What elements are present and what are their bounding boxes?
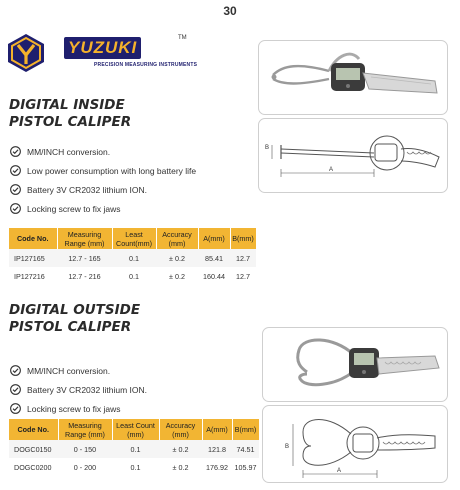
brand-logo <box>6 33 198 78</box>
dimension-label-b: B <box>265 145 270 151</box>
feature-item <box>10 199 196 218</box>
feature-item <box>10 161 196 180</box>
table-cell: 12.7 <box>230 267 256 285</box>
feature-text: Low power consumption with long battery life <box>27 165 197 176</box>
column-header: Accuracy (mm) <box>159 419 202 440</box>
product-title-inside <box>9 97 131 131</box>
column-header: Least Count(mm) <box>112 228 156 249</box>
column-header: B(mm) <box>230 228 256 249</box>
table-cell: 0 - 150 <box>58 440 112 458</box>
column-header: A(mm) <box>202 419 232 440</box>
table-cell: 0.1 <box>112 458 159 476</box>
feature-text: MM/INCH conversion. <box>27 146 111 157</box>
page-number: 30 <box>223 4 237 18</box>
check-circle-icon <box>10 184 21 195</box>
feature-text: Locking screw to fix jaws <box>27 403 121 414</box>
dimension-label-b: B <box>285 444 290 450</box>
table-cell: 176.92 <box>202 458 232 476</box>
feature-list-inside <box>10 142 196 218</box>
table-cell: ± 0.2 <box>159 440 202 458</box>
check-circle-icon <box>10 146 21 157</box>
feature-item <box>10 380 147 399</box>
column-header: Accuracy (mm) <box>156 228 198 249</box>
dimension-label-a: A <box>329 167 334 173</box>
column-header: B(mm) <box>232 419 259 440</box>
brand-name: YUZUKI <box>68 38 138 57</box>
table-cell: IP127216 <box>9 267 57 285</box>
product-photo-outside <box>262 327 448 402</box>
spec-table-inside <box>9 228 257 285</box>
dimension-label-a: A <box>337 468 342 474</box>
table-cell: 0 - 200 <box>58 458 112 476</box>
table-cell: 105.97 <box>232 458 259 476</box>
table-header-row <box>9 228 256 249</box>
outside-caliper-illustration <box>263 328 448 402</box>
table-cell: ± 0.2 <box>159 458 202 476</box>
feature-item <box>10 180 196 199</box>
feature-text: Locking screw to fix jaws <box>27 203 121 214</box>
yuzuki-caliper-logo-icon <box>6 33 46 73</box>
table-cell: 160.44 <box>198 267 230 285</box>
check-circle-icon <box>10 203 21 214</box>
trademark-mark: TM <box>178 35 187 41</box>
column-header: Measuring Range (mm) <box>58 419 112 440</box>
column-header: A(mm) <box>198 228 230 249</box>
technical-drawing-inside <box>258 118 448 193</box>
inside-caliper-drawing <box>259 119 448 193</box>
table-cell: IP127165 <box>9 249 57 267</box>
table-cell: DOGC0150 <box>9 440 58 458</box>
product-photo-inside <box>258 40 448 115</box>
table-cell: 0.1 <box>112 440 159 458</box>
table-cell: ± 0.2 <box>156 249 198 267</box>
brand-wordmark <box>64 37 141 59</box>
table-cell: 0.1 <box>112 249 156 267</box>
brand-tagline: PRECISION MEASURING INSTRUMENTS <box>94 62 198 68</box>
feature-item <box>10 142 196 161</box>
table-cell: ± 0.2 <box>156 267 198 285</box>
table-cell: 0.1 <box>112 267 156 285</box>
table-row <box>9 267 256 285</box>
feature-item <box>10 399 147 418</box>
outside-caliper-drawing <box>263 406 448 483</box>
column-header: Least Count (mm) <box>112 419 159 440</box>
inside-caliper-illustration <box>259 41 448 115</box>
product-title-outside <box>9 302 140 336</box>
table-row <box>9 458 259 476</box>
feature-text: MM/INCH conversion. <box>27 365 111 376</box>
column-header: Code No. <box>9 228 57 249</box>
feature-item <box>10 361 147 380</box>
table-cell: 85.41 <box>198 249 230 267</box>
table-cell: 12.7 - 165 <box>57 249 112 267</box>
table-cell: 12.7 - 216 <box>57 267 112 285</box>
table-cell: 121.8 <box>202 440 232 458</box>
table-row <box>9 440 259 458</box>
product-title-line: DIGITAL OUTSIDE <box>9 302 141 318</box>
check-circle-icon <box>10 165 21 176</box>
check-circle-icon <box>10 384 21 395</box>
feature-text: Battery 3V CR2032 lithium ION. <box>27 384 147 395</box>
column-header: Measuring Range (mm) <box>57 228 112 249</box>
feature-text: Battery 3V CR2032 lithium ION. <box>27 184 147 195</box>
product-title-line: PISTOL CALIPER <box>9 114 132 130</box>
product-title-line: PISTOL CALIPER <box>9 319 132 335</box>
table-header-row <box>9 419 259 440</box>
table-cell: 74.51 <box>232 440 259 458</box>
technical-drawing-outside <box>262 405 448 483</box>
table-cell: DOGC0200 <box>9 458 58 476</box>
table-cell: 12.7 <box>230 249 256 267</box>
check-circle-icon <box>10 403 21 414</box>
feature-list-outside <box>10 361 147 418</box>
table-row <box>9 249 256 267</box>
product-title-line: DIGITAL INSIDE <box>9 97 125 113</box>
check-circle-icon <box>10 365 21 376</box>
column-header: Code No. <box>9 419 58 440</box>
spec-table-outside <box>9 419 260 476</box>
